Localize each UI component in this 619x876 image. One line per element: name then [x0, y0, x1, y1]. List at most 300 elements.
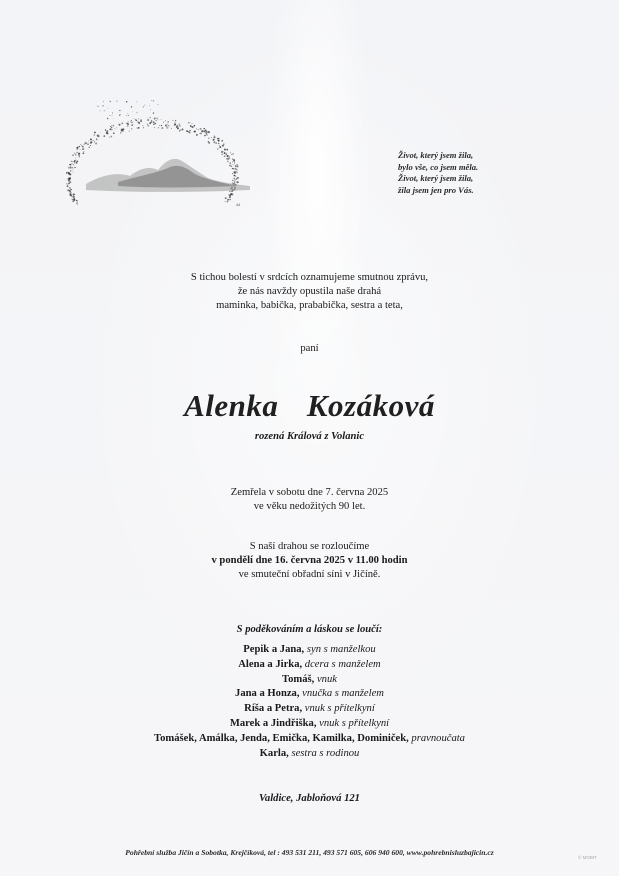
ornament-dot: [126, 101, 128, 103]
ornament-dot: [230, 162, 231, 163]
ornament-dot: [74, 153, 75, 154]
mourner-entry: [0, 717, 619, 732]
ornament-dot: [132, 122, 134, 124]
ornament-dot: [203, 130, 205, 132]
mourner-entry: [0, 702, 619, 717]
ornament-dot: [213, 136, 215, 138]
ornament-dot: [112, 125, 114, 127]
ornament-dot: [150, 123, 151, 124]
ornament-dot: [167, 121, 169, 123]
intro-line: S tichou bolestí v srdcích oznamujeme smutnou zprávu,: [190, 272, 429, 283]
ornament-dot: [112, 113, 113, 114]
ornament-dot: [206, 135, 207, 136]
ornament-dot: [90, 138, 92, 140]
ornament-dot: [109, 128, 111, 130]
ornament-dot: [186, 130, 188, 132]
ornament-dot: [94, 141, 95, 142]
ornament-dot: [66, 172, 67, 173]
ornament-dot: [83, 151, 84, 152]
ornament-dot: [113, 132, 115, 134]
ornament-dot: [166, 127, 168, 129]
ornament-dot: [228, 199, 229, 200]
ornament-dot: [90, 145, 91, 146]
ornament-dot: [110, 126, 111, 127]
mourner-names: Karla,: [259, 747, 289, 759]
ornament-dot: [74, 167, 75, 168]
ornament-dot: [230, 152, 231, 153]
ornament-dot: [67, 185, 69, 187]
ornament-dot: [228, 194, 229, 195]
ornament-dot: [89, 147, 90, 148]
mourner-names: Pepik a Jana,: [243, 644, 305, 655]
ornament-dot: [108, 108, 109, 109]
mourner-entry: [0, 658, 619, 673]
ornament-dot: [142, 125, 143, 126]
ornament-dot: [138, 127, 140, 129]
ornament-dot: [76, 148, 78, 150]
mourner-entry: [0, 643, 619, 658]
ornament-dot: [114, 128, 115, 129]
ornament-dot: [234, 181, 236, 183]
ornament-dot: [190, 125, 192, 127]
ornament-dot: [219, 146, 221, 148]
ornament-dot: [67, 179, 68, 180]
ornament-dot: [197, 129, 198, 130]
ornament-dot: [97, 140, 98, 141]
ornament-dot: [149, 117, 150, 118]
ornament-dot: [172, 120, 173, 121]
ornament-dot: [213, 139, 215, 141]
ornament-dot: [232, 173, 233, 174]
ornament-dot: [221, 140, 223, 142]
ornament-dot: [84, 142, 86, 144]
ornament-dot: [218, 140, 219, 141]
ornament-dot: [227, 149, 228, 150]
ornament-dot: [136, 112, 137, 113]
ornament-dot: [203, 128, 204, 129]
ornament-dot: [130, 121, 131, 122]
ornament-dot: [136, 101, 137, 102]
ornament-dot: [223, 151, 224, 152]
ornament-dot: [109, 136, 110, 137]
ornament-dot: [106, 132, 108, 134]
ornament-dot: [201, 130, 203, 132]
mourner-entry: [0, 747, 619, 762]
maiden-name: rozená Králová z Volanic: [254, 431, 365, 442]
poem: [398, 150, 518, 196]
ornament-dot: [120, 132, 121, 133]
ornament-dot: [74, 163, 75, 164]
ornament-dot: [227, 202, 228, 203]
ornament-dot: [70, 194, 72, 196]
ornament-dot: [188, 131, 190, 133]
ornament-dot: [66, 183, 67, 184]
poem-line: žila jsem jen pro Vás.: [398, 184, 474, 195]
ornament-dot: [96, 139, 97, 140]
ornament-dot: [109, 115, 110, 116]
ornament-dot: [94, 134, 96, 136]
ornament-dot: [161, 127, 163, 129]
ornament-dot: [167, 124, 168, 125]
ornament-dot: [232, 182, 233, 183]
ornament-dot: [229, 156, 230, 157]
ornament-dot: [234, 179, 235, 180]
ornament-dot: [234, 163, 235, 164]
salutation: paní: [300, 343, 319, 354]
ornament-dot: [99, 110, 100, 111]
ornament-dot: [159, 125, 160, 126]
ornament-dot: [100, 132, 101, 133]
mourner-relation: dcera s manželem: [302, 658, 381, 670]
ornament-dot: [112, 116, 113, 117]
intro-line: maminka, babička, prababička, sestra a teta,: [216, 300, 403, 311]
ornament-dot: [233, 178, 235, 180]
ornament-dot: [144, 105, 145, 106]
ornament-dot: [191, 126, 193, 128]
ornament-dot: [154, 123, 156, 125]
ornament-dot: [214, 135, 215, 136]
ornament-dot: [128, 115, 129, 116]
ornament-dot: [118, 124, 120, 126]
ornament-dot: [189, 130, 191, 132]
ornament-dot: [83, 152, 85, 154]
ornament-dot: [132, 111, 133, 112]
mourner-names: Ríša a Petra,: [244, 703, 303, 715]
ornament-dot: [163, 122, 164, 123]
ornament-dot: [194, 125, 196, 127]
ornament-dot: [151, 100, 152, 101]
ornament-dot: [76, 200, 78, 202]
ornament-dot: [97, 106, 98, 107]
ornament-dot: [208, 142, 210, 144]
ornament-dot: [236, 181, 238, 183]
ornament-dot: [224, 152, 226, 154]
ornament-dot: [156, 117, 157, 118]
ornament-dot: [67, 189, 69, 191]
ornament-dot: [224, 156, 225, 157]
ornament-dot: [227, 155, 229, 157]
ornament-dot: [72, 201, 73, 202]
ornament-dot: [72, 167, 73, 168]
ornament-dot: [70, 170, 72, 172]
farewell-place: ve smuteční obřadní síni v Jičíně.: [238, 569, 381, 580]
farewell-date: v pondělí dne 16. června 2025 v 11.00 hodin: [211, 555, 408, 566]
ornament-dot: [113, 118, 114, 119]
ornament-dot: [156, 120, 157, 121]
ornament-dot: [235, 175, 236, 176]
ornament-dot: [234, 162, 235, 163]
poem-line: Život, který jsem žila,: [398, 150, 474, 160]
ornament-dot: [153, 121, 155, 123]
ornament-dot: [120, 114, 121, 115]
ornament-dot: [80, 144, 81, 145]
ornament-dot: [122, 128, 124, 130]
ornament-dot: [237, 172, 238, 173]
mourner-entry: [0, 732, 619, 747]
ornament-dot: [219, 145, 220, 146]
ornament-dot: [93, 140, 94, 141]
ornament-dot: [68, 183, 69, 184]
ornament-dot: [188, 122, 190, 124]
ornament-dot: [177, 128, 179, 130]
ornament-dot: [225, 197, 227, 199]
ornament-dot: [131, 120, 132, 121]
ornament-dot: [175, 120, 176, 121]
ornament-dot: [229, 165, 231, 167]
ornament-dot: [233, 164, 234, 165]
ornament-dot: [77, 204, 78, 205]
ornament-dot: [193, 131, 194, 132]
ornament-dot: [227, 161, 229, 163]
ornament-dot: [111, 129, 112, 130]
mourner-relation: vnuk s přítelkyní: [316, 717, 390, 729]
ornament-dot: [78, 153, 80, 155]
ornament-dot: [149, 105, 150, 106]
ornament-dot: [76, 152, 77, 153]
ornament-dot: [143, 106, 144, 107]
death-line: Zemřela v sobotu dne 7. června 2025: [230, 487, 389, 498]
ornament-dot: [76, 160, 78, 162]
ornament-dot: [106, 130, 108, 132]
ornament-dot: [147, 118, 148, 119]
ornament-dot: [165, 125, 167, 127]
ornament-dot: [70, 189, 71, 190]
ornament-dot: [231, 154, 232, 155]
ornament-dot: [234, 168, 236, 170]
mourners-list: [0, 643, 619, 761]
ornament-dot: [232, 153, 234, 155]
ornament-dot: [200, 128, 202, 130]
ornament-dot: [236, 169, 237, 170]
ornament-dot: [92, 140, 93, 141]
ornament-dot: [161, 125, 162, 126]
ornament-dot: [235, 165, 237, 167]
death-info: [0, 486, 619, 514]
ornament-dot: [179, 124, 181, 126]
ornament-dot: [71, 163, 72, 164]
ornament-dot: [81, 145, 82, 146]
ornament-dot: [127, 113, 128, 114]
ornament-dot: [109, 101, 110, 102]
ornament-dot: [128, 121, 129, 122]
mourner-relation: sestra s rodinou: [288, 747, 360, 759]
ornament-dot: [196, 134, 198, 136]
ornament-dot: [168, 125, 170, 127]
ornament-dot: [77, 202, 78, 203]
intro-line: že nás navždy opustila naše drahá: [237, 286, 382, 297]
ornament-dot: [174, 123, 176, 125]
ornament-dot: [150, 121, 151, 122]
ornament-dot: [143, 127, 144, 128]
farewell-info: [0, 540, 619, 582]
ornament-dot: [225, 201, 226, 202]
ornament-dot: [157, 119, 158, 120]
ornament-dot: [153, 100, 154, 101]
ornament-dot: [111, 125, 112, 126]
ornament-dot: [135, 119, 136, 120]
ornament-dot: [224, 149, 226, 151]
landscape-ornament-icon: [58, 98, 263, 248]
svg-text:ᴧᴧ: ᴧᴧ: [236, 203, 240, 208]
mourner-names: Tomáš,: [282, 673, 315, 685]
ornament-dot: [75, 154, 77, 156]
ornament-dot: [73, 193, 75, 195]
ornament-dot: [102, 105, 103, 106]
ornament-dot: [75, 160, 76, 161]
ornament-dot: [84, 144, 85, 145]
ornament-dot: [71, 195, 72, 196]
ornament-dot: [218, 138, 219, 139]
ornament-dot: [221, 154, 222, 155]
mourner-names: Jana a Honza,: [235, 688, 300, 700]
ornament-dot: [79, 146, 81, 148]
ornament-dot: [211, 137, 212, 138]
ornament-dot: [69, 179, 71, 181]
ornament-dot: [80, 149, 81, 150]
ornament-dot: [121, 130, 123, 132]
ornament-dot: [229, 199, 231, 201]
ornament-dot: [147, 124, 148, 125]
ornament-dot: [119, 110, 120, 111]
ornament-dot: [150, 109, 151, 110]
ornament-dot: [127, 125, 129, 127]
ornament-dot: [87, 143, 88, 144]
ornament-dot: [69, 182, 70, 183]
ornament-dot: [131, 124, 133, 126]
watermark: © MOBIT: [578, 855, 597, 860]
ornament-dot: [226, 153, 227, 154]
ornament-dot: [69, 164, 71, 166]
family-address: Valdice, Jabloňová 121: [259, 793, 360, 804]
ornament-dot: [154, 118, 156, 120]
ornament-dot: [73, 196, 75, 198]
ornament-dot: [182, 128, 184, 130]
ornament-dot: [205, 130, 207, 132]
ornament-dot: [215, 142, 216, 143]
ornament-dot: [230, 197, 231, 198]
ornament-dot: [236, 165, 238, 167]
ornament-dot: [213, 141, 215, 143]
ornament-dot: [68, 184, 69, 185]
mourner-names: Marek a Jindřiška,: [229, 717, 317, 729]
ornament-dot: [72, 161, 73, 162]
ornament-dot: [98, 135, 99, 136]
ornament-dot: [131, 128, 132, 129]
ornament-dot: [76, 203, 77, 204]
ornament-dot: [200, 132, 202, 134]
ornament-dot: [69, 187, 71, 189]
ornament-dot: [138, 118, 139, 119]
mourner-relation: syn s manželkou: [304, 644, 376, 655]
ornament-dot: [103, 135, 105, 137]
ornament-dot: [105, 130, 106, 131]
funeral-service-footer: Pohřební služba Jičín a Sobotka, Krejčíková, tel : 493 531 211, 493 571 605, 606 940 600, www.pohrebnisluzbajicin.cz: [125, 848, 494, 857]
ornament-dot: [147, 125, 149, 127]
ornament-dot: [218, 143, 220, 145]
ornament-dot: [206, 131, 207, 132]
ornament-dot: [231, 166, 232, 167]
ornament-dot: [153, 112, 154, 113]
ornament-dot: [234, 173, 235, 174]
ornament-dot: [69, 193, 70, 194]
ornament-dot: [72, 155, 73, 156]
ornament-dot: [83, 148, 84, 149]
ornament-dot: [192, 123, 193, 124]
ornament-dot: [88, 141, 89, 142]
ornament-dot: [69, 190, 71, 192]
ornament-dot: [147, 119, 149, 121]
ornament-dot: [95, 142, 97, 144]
mourner-relation: vnuk s přítelkyní: [302, 703, 375, 715]
ornament-dot: [104, 110, 106, 112]
ornament-dot: [206, 133, 208, 135]
ornament-dot: [70, 167, 72, 169]
ornament-dot: [227, 158, 229, 160]
ornament-dot: [72, 172, 73, 173]
ornament-dot: [171, 128, 172, 129]
ornament-dot: [232, 162, 233, 163]
ornament-dot: [229, 191, 230, 192]
ornament-dot: [74, 199, 76, 201]
ornament-dot: [75, 157, 76, 158]
ornament-dot: [116, 127, 117, 128]
ornament-dot: [161, 119, 162, 120]
ornament-dot: [233, 169, 234, 170]
ornament-dot: [126, 115, 127, 116]
ornament-dot: [230, 193, 232, 195]
ornament-dot: [222, 145, 224, 147]
ornament-dot: [179, 123, 180, 124]
mourner-entry: [0, 673, 619, 688]
ornament-dot: [94, 132, 96, 134]
ornament-dot: [73, 169, 74, 170]
intro-text: [0, 271, 619, 313]
ornament-dot: [237, 177, 238, 178]
ornament-dot: [73, 164, 74, 165]
mourner-relation: vnučka s manželem: [299, 688, 384, 700]
poem-line: Život, který jsem žila,: [398, 173, 474, 183]
mourner-relation: vnuk: [314, 673, 337, 685]
ornament-dot: [194, 130, 196, 132]
ornament-dot: [68, 167, 70, 169]
ornament-dot: [221, 151, 223, 153]
ornament-dot: [165, 120, 166, 121]
ornament-dot: [174, 122, 175, 123]
ornament-dot: [154, 127, 155, 128]
deceased-name: Alenka Kozáková: [184, 388, 435, 423]
poem-line: bylo vše, co jsem měla.: [398, 161, 479, 172]
ornament-dot: [205, 132, 206, 133]
mourner-entry: [0, 687, 619, 702]
mourner-names: Tomášek, Amálka, Jenda, Emička, Kamilka, Dominiček,: [154, 732, 409, 744]
ornament-dot: [137, 121, 139, 123]
ornament-dot: [76, 162, 78, 164]
ornament-dot: [134, 118, 135, 119]
mourners-heading: S poděkováním a láskou se loučí:: [236, 624, 383, 635]
ornament-dot: [179, 130, 180, 131]
mourner-names: Alena a Jirka,: [238, 658, 303, 670]
ornament-dot: [103, 101, 104, 102]
ornament-dot: [107, 118, 109, 120]
ornament-dot: [223, 143, 225, 145]
ornament-dot: [140, 120, 142, 122]
ornament-dot: [82, 146, 84, 148]
death-line: ve věku nedožitých 90 let.: [253, 501, 366, 512]
farewell-line: S naší drahou se rozloučíme: [249, 541, 370, 552]
ornament-dot: [234, 161, 235, 162]
ornament-dot: [79, 156, 81, 158]
ornament-dot: [196, 128, 197, 129]
